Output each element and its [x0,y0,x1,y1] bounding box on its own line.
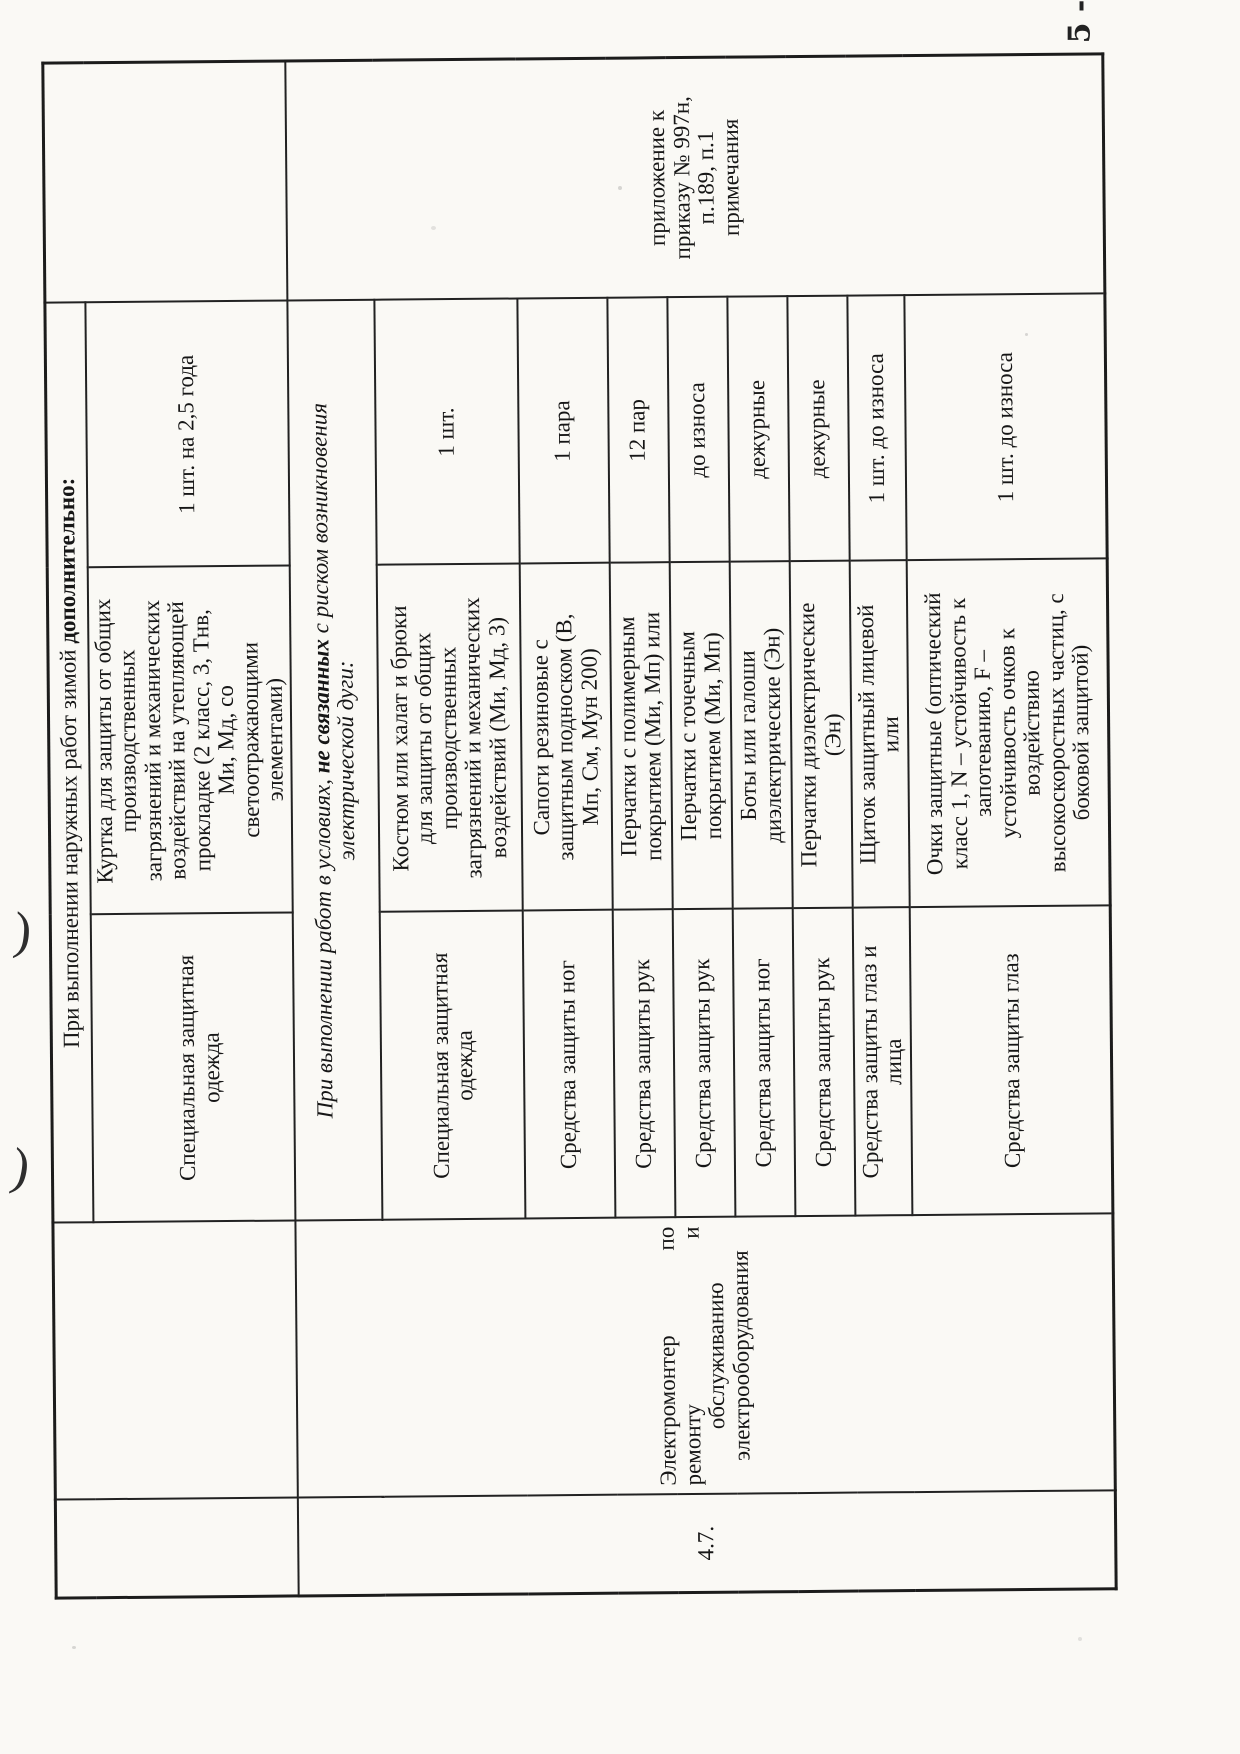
rotated-table-container [41,55,1109,1599]
handwritten-page-number: 5 - [1062,0,1098,44]
band-arc-bold-text: не связанных [307,638,335,774]
profession-line: обслуживанию [703,1282,730,1430]
band-arc-text: с риском возникновения [305,402,333,640]
ppe-name-cell: Перчатки с полимерным покрытием (Ми, Мп) или [609,563,672,911]
ppe-type-cell: Специальная защитная одежда [90,913,295,1223]
ppe-name-cell: Перчатки с точечным покрытием (Ми, Мп) [669,562,732,910]
item-number-cell: 4.7. [297,1491,1116,1596]
ppe-type-cell: Средства защиты глаз [909,906,1113,1216]
scan-speck [1078,1637,1082,1641]
pen-mark: ) [7,1137,35,1198]
ppe-name-cell: Боты или галоши диэлектрические (Эн) [729,562,792,910]
ppe-issuance-table [41,52,1117,1599]
scan-speck [72,1646,76,1649]
basis-cell: приложение к приказу № 997н, п.189, п.1 примечания [285,54,1105,301]
ppe-name-cell: Костюм или халат и брюки для защиты от общих производственных загрязнений и механических воздействий (Ми, Мд, 3) [376,564,522,912]
ppe-type-cell: Средства защиты ног [732,909,795,1218]
ppe-type-cell: Средства защиты рук [672,909,735,1218]
item-number-empty-cell [55,1498,298,1598]
band-arc-text: При выполнении работ в условиях, [309,773,338,1119]
ppe-type-cell: Специальная защитная одежда [379,911,525,1220]
band-no-arc-risk [287,300,382,1221]
ppe-name-cell: Очки защитные (оптический класс 1, N – устойчивость к запотеванию, F – устойчивость очков к воздействию высокоскоростных частиц, с боковой защитой) [906,559,1110,908]
band-winter-bold-text: дополнительно: [53,477,80,644]
ppe-name-cell: Щиток защитный лицевой или [849,561,909,908]
ppe-qty-cell: 1 пара [517,298,609,564]
ppe-name-cell: Куртка для защиты от общих производственных загрязнений и механических воздействий на утепляющей прокладке (2 класс, 3, Тнв, Ми, Мд, со светоотражающими элементами) [87,566,292,915]
ppe-qty-cell: до износа [667,297,729,563]
ppe-type-cell: Средства защиты рук [612,910,675,1219]
profession-empty-cell [53,1221,297,1500]
ppe-qty-cell: 1 шт. [374,299,519,565]
ppe-qty-cell: 1 шт. до износа [847,296,906,561]
ppe-qty-cell: 1 шт. на 2,5 года [85,301,289,568]
ppe-type-cell: Средства защиты ног [522,910,615,1219]
profession-line: электрооборудования [727,1250,755,1461]
ppe-qty-cell: дежурные [727,297,789,563]
ppe-qty-cell: дежурные [787,296,849,562]
ppe-type-cell: Средства защиты глаз и лица [852,908,912,1216]
ppe-qty-cell: 12 пар [607,298,669,564]
band-winter-text: При выполнении наружных работ зимой [54,643,84,1049]
ppe-name-cell: Сапоги резиновые с защитным подноском (В, Мп, См, Мун 200) [519,563,612,911]
ppe-type-cell: Средства защиты рук [792,908,855,1217]
profession-cell [295,1214,1115,1498]
profession-line: Электромонтер по [653,1226,681,1486]
basis-empty-cell [43,61,287,303]
ppe-name-cell: Перчатки диэлектрические (Эн) [789,561,852,909]
band-arc-text-line2: электрической дуги: [332,660,360,861]
pen-mark: ) [11,902,35,961]
profession-line: ремонту и [678,1226,706,1486]
ppe-qty-cell: 1 шт. до износа [904,294,1107,561]
